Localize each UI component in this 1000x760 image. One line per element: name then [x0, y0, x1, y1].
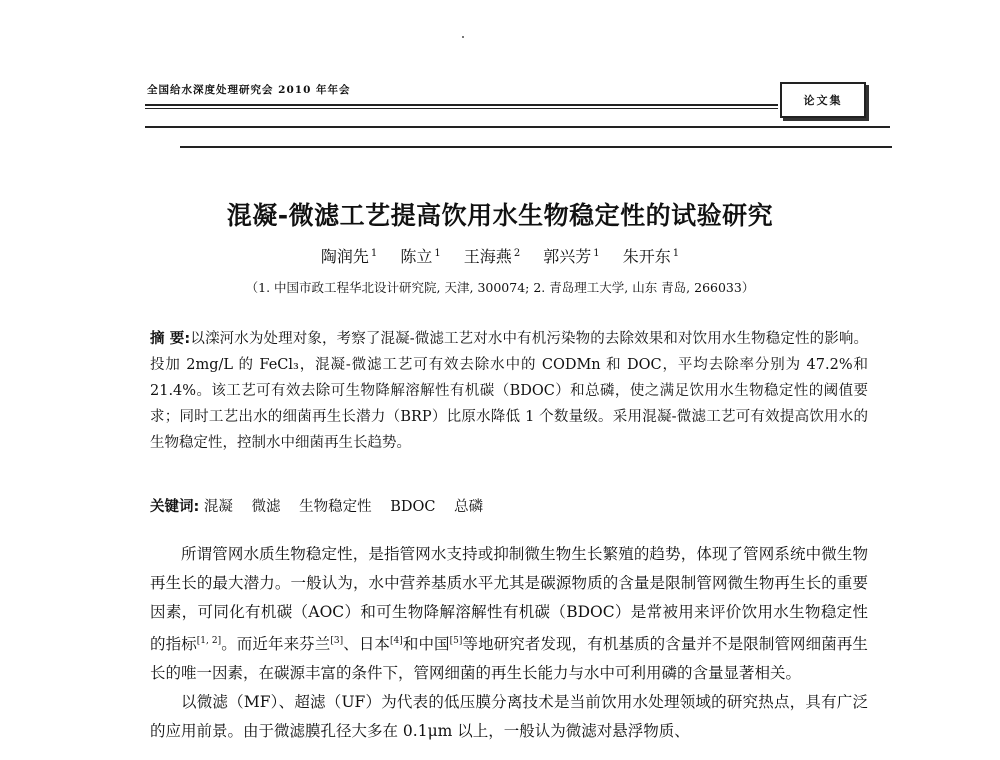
citation-link[interactable]: [3] — [330, 636, 344, 646]
paragraph: 以微滤（MF）、超滤（UF）为代表的低压膜分离技术是当前饮用水处理领域的研究热点，具有广泛的应用前景。由于微滤膜孔径大多在 0.1μm 以上，一般认为微滤对悬浮物质、 — [150, 693, 868, 741]
citation-link[interactable]: [5] — [449, 636, 463, 646]
header-rule — [145, 108, 778, 109]
header-rule — [145, 104, 778, 106]
paragraph: 所谓管网水质生物稳定性，是指管网水支持或抑制微生物生长繁殖的趋势，体现了管网系统中微生物再生长的最大潜力。一般认为，水中营养基质水平尤其是碳源物质的含量是限制管网微生物再生长的重要因素，可同化有机碳（AOC）和可生物降解溶解性有机碳（BDOC）是常被用来评价饮用水生物稳定性的指标[1, 2]。而近年来芬兰[3]、日本[4]和中国[5]等地研究者发现，有机基质的含量并不是限制管网细菌再生长的唯一因素，在碳源丰富的条件下，管网细菌的再生长能力与水中可利用磷的含量显著相关。 — [150, 545, 868, 683]
header-rule — [145, 126, 890, 128]
paper-title: 混凝-微滤工艺提高饮用水生物稳定性的试验研究 — [226, 201, 774, 230]
abstract-label: 摘 要: — [150, 331, 191, 347]
abstract — [150, 326, 868, 456]
keyword: 微滤 — [251, 499, 281, 515]
abstract-text: 以滦河水为处理对象，考察了混凝-微滤工艺对水中有机污染物的去除效果和对饮用水生物稳定性的影响。投加 2mg/L 的 FeCl₃，混凝-微滤工艺可有效去除水中的 CODMn 和 DOC，平均去除率分别为 47.2%和 21.4%。该工艺可有效去除可生物降解溶解性有机碳（BDOC）和总磷，使之满足饮用水生物稳定性的阈值要求；同时工艺出水的细菌再生长潜力（BRP）比原水降低 1 个数量级。采用混凝-微滤工艺可有效提高饮用水的生物稳定性，控制水中细菌再生长趋势。 — [150, 331, 868, 451]
header-rule — [180, 146, 892, 148]
citation-link[interactable]: [4] — [390, 636, 403, 646]
author: 陶润先 $^1$ — [320, 247, 378, 266]
keywords-label: 关键词: — [150, 499, 200, 515]
conference-header: 全国给水深度处理研究会 2010 年年会 — [147, 84, 351, 96]
keyword: 混凝 — [203, 499, 233, 515]
keyword: 总磷 — [454, 499, 484, 515]
author-list — [0, 244, 1000, 267]
collection-badge: 论文集 — [780, 82, 866, 118]
author: 朱开东 $^1$ — [622, 247, 680, 266]
affiliations: （1. 中国市政工程华北设计研究院, 天津, 300074; 2. 青岛理工大学, 山东 青岛, 266033） — [245, 280, 755, 295]
keyword: 生物稳定性 — [299, 499, 372, 515]
scan-speck — [462, 36, 464, 38]
author: 郭兴芳 $^1$ — [543, 247, 600, 266]
body-text — [150, 540, 868, 746]
citation-link[interactable]: [1, 2] — [196, 636, 222, 646]
keyword: BDOC — [390, 499, 436, 515]
author: 陈立 $^1$ — [400, 247, 441, 266]
keywords — [150, 494, 868, 520]
author: 王海燕 $^2$ — [463, 247, 521, 266]
